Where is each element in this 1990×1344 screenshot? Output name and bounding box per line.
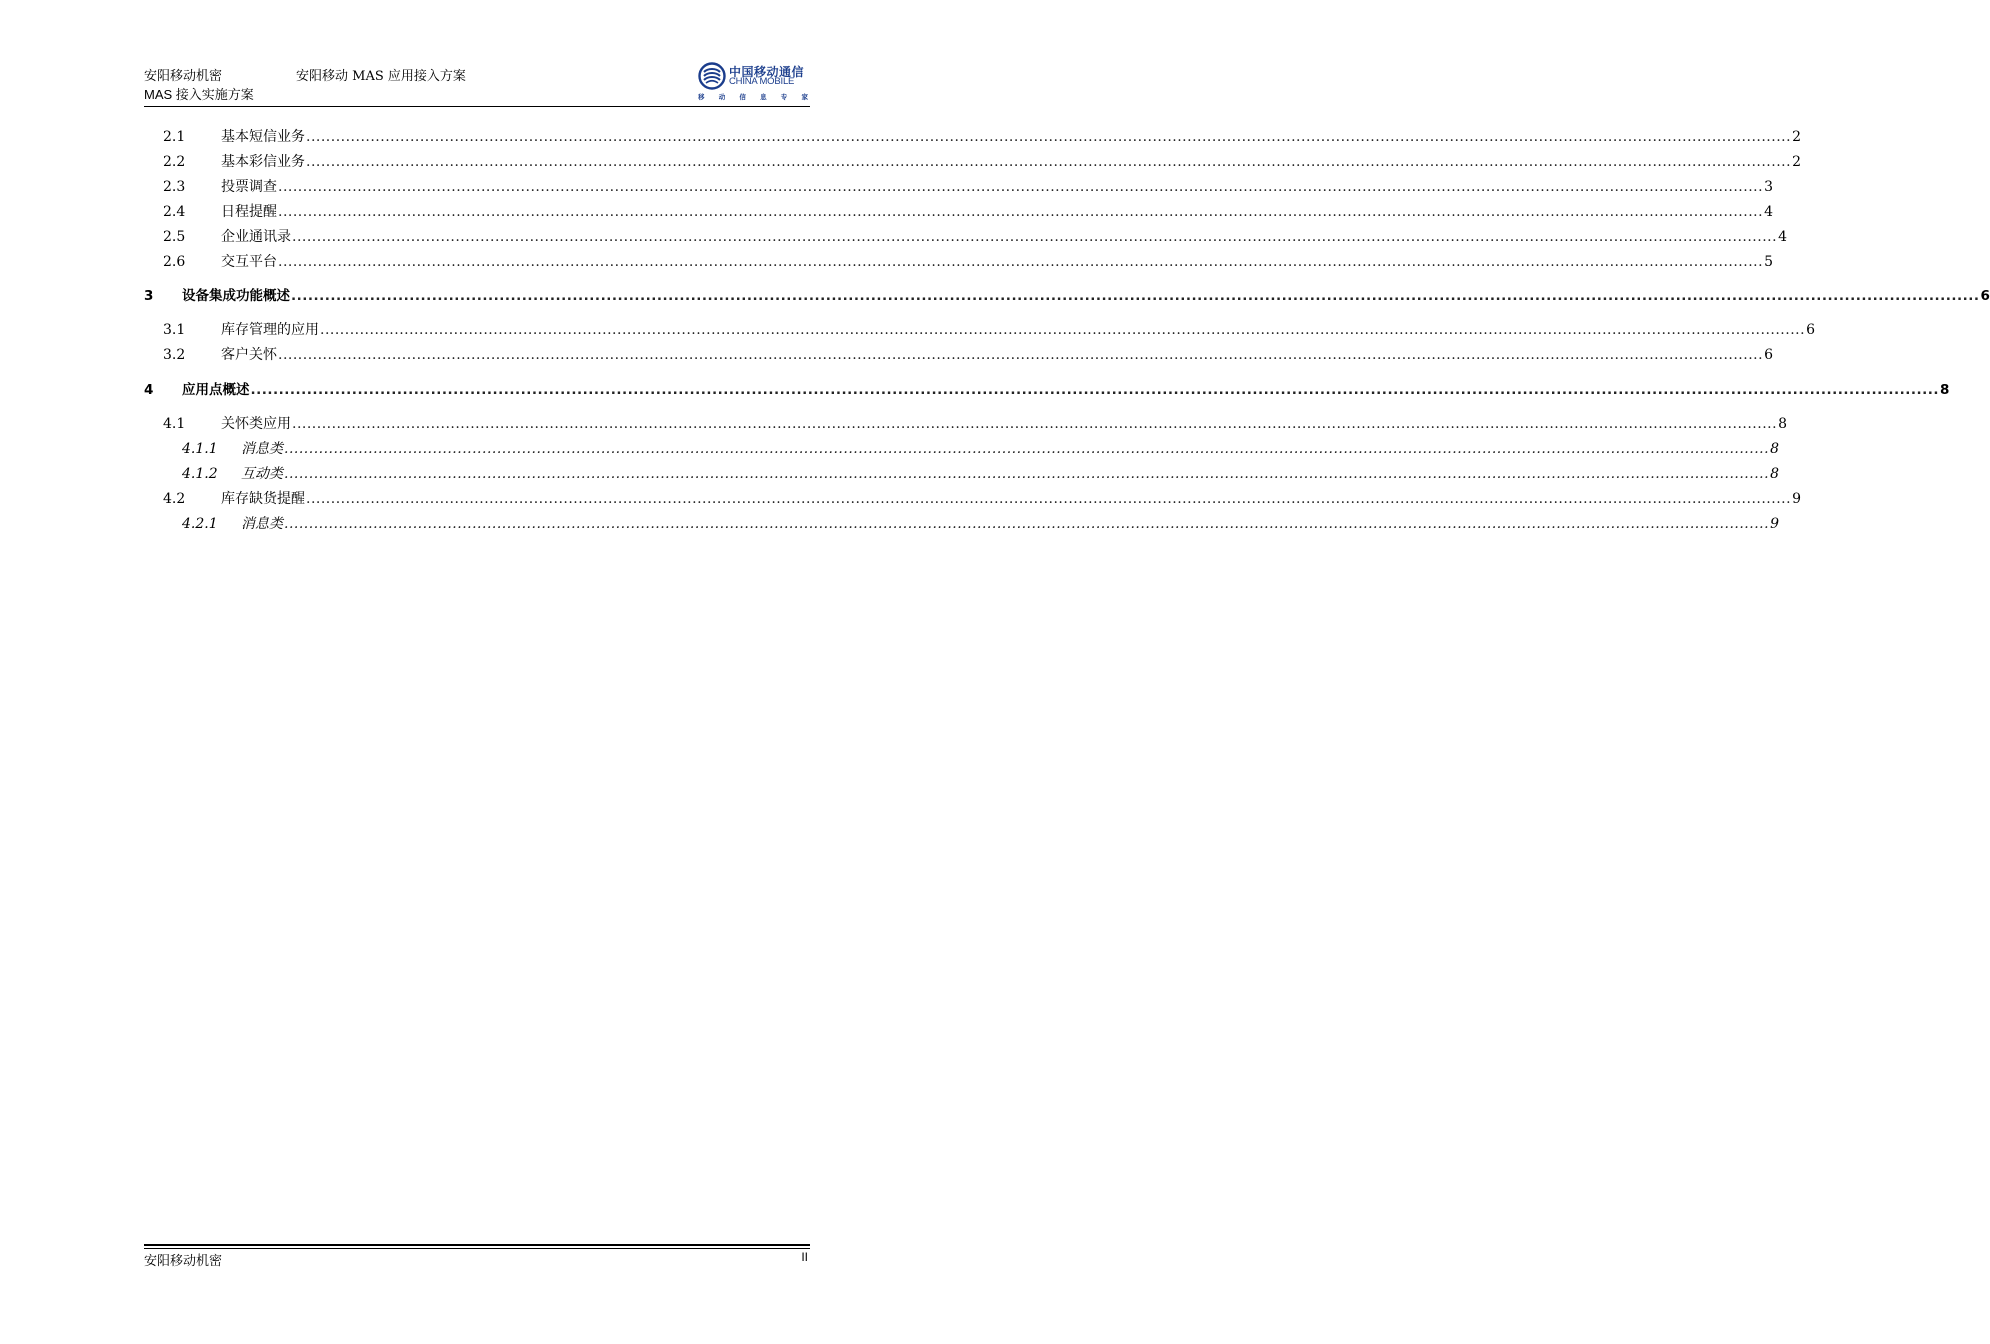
toc-entry[interactable] — [144, 488, 1801, 510]
page-header — [144, 66, 810, 107]
toc-page: 4 — [1764, 204, 1773, 220]
toc-number: 2.6 — [163, 254, 186, 270]
toc-number: 2.2 — [163, 154, 186, 170]
toc-number: 3 — [144, 288, 154, 304]
toc-title: 应用点概述 — [182, 382, 250, 398]
toc-entry[interactable] — [144, 463, 1779, 485]
toc-page: 8 — [1770, 441, 1779, 457]
toc-entry[interactable] — [144, 413, 1787, 435]
page-footer — [144, 1244, 810, 1269]
toc-entry[interactable] — [144, 285, 1990, 307]
logo-english-text: CHINA MOBILE — [729, 76, 795, 87]
toc-entry[interactable] — [144, 438, 1779, 460]
logo-slogan-char: 动 — [718, 93, 726, 101]
china-mobile-emblem-icon — [698, 62, 726, 90]
logo-slogan — [698, 92, 808, 101]
toc-page: 5 — [1764, 254, 1773, 270]
toc-leader: ............................................................................................................................................................................................................................................................................................................ — [278, 204, 1764, 220]
header-doc-name: MAS 接入实施方案 — [144, 87, 254, 102]
toc-title: 投票调查 — [221, 179, 277, 195]
footer-confidential: 安阳移动机密 — [144, 1254, 223, 1269]
toc-title: 基本彩信业务 — [221, 154, 305, 170]
china-mobile-logo — [698, 62, 808, 104]
toc-entry[interactable] — [144, 379, 1950, 401]
toc-number: 4.1.2 — [182, 466, 218, 482]
toc-leader: ............................................................................................................................................................................................................................................................................................................ — [292, 416, 1778, 432]
toc-title: 库存缺货提醒 — [221, 491, 305, 507]
logo-slogan-char: 专 — [780, 93, 788, 101]
toc-leader: ............................................................................................................................................................................................................................................................................................................ — [284, 516, 1770, 532]
toc-page: 8 — [1770, 466, 1779, 482]
toc-number: 4.2 — [163, 491, 186, 507]
toc-number: 2.5 — [163, 229, 186, 245]
toc-entry[interactable] — [144, 513, 1779, 535]
toc-leader: ............................................................................................................................................................................................................................................................................................................ — [306, 129, 1792, 145]
toc-number: 4.2.1 — [182, 516, 218, 532]
toc-page: 6 — [1980, 288, 1990, 304]
toc-page: 9 — [1770, 516, 1779, 532]
logo-slogan-char: 息 — [760, 93, 767, 101]
header-left — [144, 68, 254, 104]
toc-page: 2 — [1792, 129, 1801, 145]
toc-entry[interactable] — [144, 226, 1787, 248]
toc-leader: ............................................................................................................................................................................................................................................................................................................ — [278, 179, 1764, 195]
toc-leader: ............................................................................................................................................................................................................................................................................................................ — [306, 491, 1792, 507]
toc-entry[interactable] — [144, 126, 1801, 148]
toc-entry[interactable] — [144, 201, 1773, 223]
toc-number: 4.1.1 — [182, 441, 218, 457]
toc-title: 设备集成功能概述 — [182, 288, 290, 304]
toc-leader: ............................................................................................................................................................................................................................................................................................................ — [284, 466, 1770, 482]
toc-leader: ............................................................................................................................................................................................................................................................................................................ — [278, 254, 1764, 270]
toc-title: 互动类 — [241, 466, 283, 482]
toc-title: 基本短信业务 — [221, 129, 305, 145]
logo-chinese-text: 中国移动通信 — [729, 65, 805, 79]
header-title: 安阳移动 MAS 应用接入方案 — [296, 69, 466, 84]
toc-entry[interactable] — [144, 251, 1773, 273]
toc-title: 库存管理的应用 — [221, 322, 319, 338]
logo-slogan-char: 家 — [801, 93, 808, 101]
toc-title: 日程提醒 — [221, 204, 277, 220]
toc-page: 4 — [1778, 229, 1787, 245]
toc-title: 关怀类应用 — [221, 416, 291, 432]
toc-leader: ............................................................................................................................................................................................................................................................................................................ — [291, 288, 1980, 304]
toc-title: 企业通讯录 — [221, 229, 291, 245]
header-confidential: 安阳移动机密 — [144, 69, 223, 84]
toc-page: 6 — [1806, 322, 1815, 338]
logo-slogan-char: 移 — [698, 93, 705, 101]
toc-entry[interactable] — [144, 344, 1773, 366]
footer-rule — [144, 1248, 810, 1249]
toc-leader: ............................................................................................................................................................................................................................................................................................................ — [284, 441, 1770, 457]
toc-page: 3 — [1764, 179, 1773, 195]
toc-leader: ............................................................................................................................................................................................................................................................................................................ — [320, 322, 1806, 338]
toc-number: 2.3 — [163, 179, 186, 195]
toc-title: 消息类 — [241, 516, 283, 532]
footer-page-number: II — [801, 1250, 808, 1264]
toc-entry[interactable] — [144, 176, 1773, 198]
toc-page: 8 — [1940, 382, 1950, 398]
toc-number: 2.4 — [163, 204, 186, 220]
logo-slogan-char: 信 — [739, 93, 746, 101]
toc-number: 4.1 — [163, 416, 186, 432]
footer-rule — [144, 1244, 810, 1246]
toc-title: 消息类 — [241, 441, 283, 457]
toc-page: 6 — [1764, 347, 1773, 363]
toc-leader: ............................................................................................................................................................................................................................................................................................................ — [306, 154, 1792, 170]
toc-number: 3.2 — [163, 347, 186, 363]
toc-title: 客户关怀 — [221, 347, 277, 363]
toc-number: 4 — [144, 382, 154, 398]
toc-leader: ............................................................................................................................................................................................................................................................................................................ — [278, 347, 1764, 363]
toc-number: 3.1 — [163, 322, 186, 338]
toc-title: 交互平台 — [221, 254, 277, 270]
toc-entry[interactable] — [144, 151, 1801, 173]
toc-leader: ............................................................................................................................................................................................................................................................................................................ — [250, 382, 1940, 398]
toc-page: 8 — [1778, 416, 1787, 432]
toc-page: 2 — [1792, 154, 1801, 170]
toc-leader: ............................................................................................................................................................................................................................................................................................................ — [292, 229, 1778, 245]
toc-entry[interactable] — [144, 319, 1815, 341]
toc-number: 2.1 — [163, 129, 186, 145]
toc-page: 9 — [1792, 491, 1801, 507]
